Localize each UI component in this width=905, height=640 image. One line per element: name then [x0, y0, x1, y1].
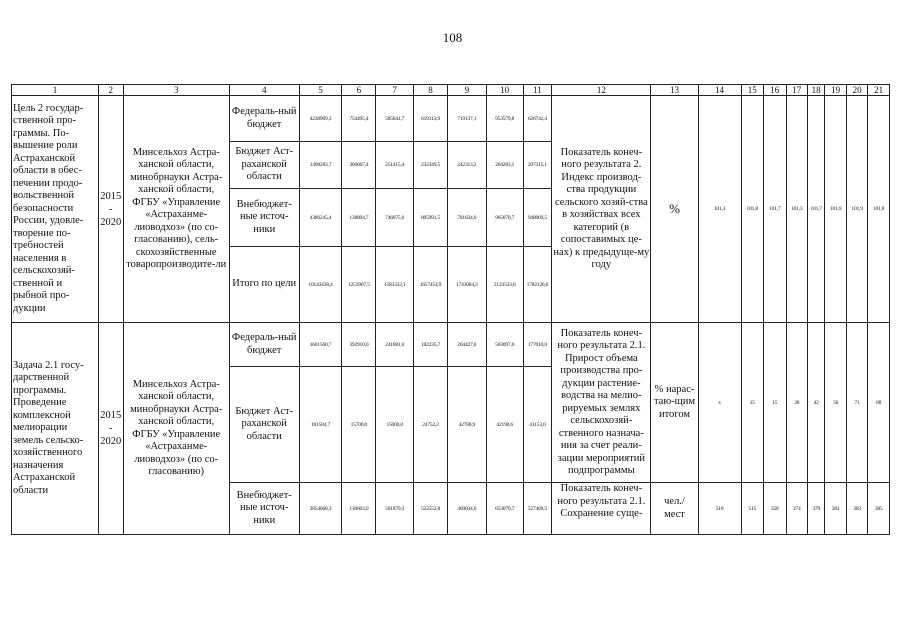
goal-period: 2015 - 2020: [98, 96, 123, 323]
target-cell: х: [698, 323, 741, 483]
value-cell: 1657454,9: [414, 247, 448, 323]
value-cell: 619113,9: [414, 96, 448, 142]
col-header: 7: [376, 85, 414, 96]
col-header: 10: [486, 85, 523, 96]
target-cell: 101,7: [764, 96, 787, 323]
page-number: 108: [442, 30, 463, 45]
col-header: 2: [98, 85, 123, 96]
value-cell: 4386245,4: [299, 189, 342, 247]
col-header: 19: [825, 85, 846, 96]
value-cell: 1782126,0: [523, 247, 552, 323]
source-name: Федераль-ный бюджет: [229, 96, 299, 142]
value-cell: 469034,0: [447, 483, 486, 535]
task-executor: Минсельхоз Астра-ханской области, минобрнауки Астра-ханской области, ФГБУ «Управление «Астраханме-лиоводхоз» (по со-гласованию): [123, 323, 229, 535]
col-header: 17: [786, 85, 807, 96]
target-cell: 379: [807, 483, 824, 535]
value-cell: 42190,6: [486, 367, 523, 483]
col-header: 1: [12, 85, 99, 96]
target-cell: 101,9: [846, 96, 867, 323]
task-unit-2: чел./ мест: [651, 483, 698, 535]
value-cell: 522552,8: [414, 483, 448, 535]
value-cell: 181584,7: [299, 367, 342, 483]
col-header: 21: [868, 85, 890, 96]
goal-unit: %: [651, 96, 698, 323]
goal-name: Цель 2 государ-ственной про-граммы. По-вышение роли Астраханской области в обес-печении продо-вольственной безопасности России, удовле-творение по-требностей населения в сельскохозяй-ственной и рыбной про-дукции: [12, 96, 99, 323]
value-cell: 42788,9: [447, 367, 486, 483]
source-name: Внебюджет-ные источ-ники: [229, 483, 299, 535]
target-cell: 56: [825, 323, 846, 483]
target-cell: 101,3: [698, 96, 741, 323]
col-header: 15: [741, 85, 764, 96]
header-row: [12, 85, 890, 96]
target-cell: 383: [846, 483, 867, 535]
col-header: 8: [414, 85, 448, 96]
value-cell: 953579,8: [486, 96, 523, 142]
table-row: [12, 96, 890, 142]
value-cell: 4238909,3: [299, 96, 342, 142]
col-header: 16: [764, 85, 787, 96]
value-cell: 1601560,7: [299, 323, 342, 367]
table-row: [12, 323, 890, 367]
task-unit-1: % нарас-таю-щим итогом: [651, 323, 698, 483]
value-cell: 177010,0: [523, 323, 552, 367]
value-cell: 182235,7: [414, 323, 448, 367]
target-cell: 510: [698, 483, 741, 535]
value-cell: 2123533,6: [486, 247, 523, 323]
target-cell: 101,7: [807, 96, 824, 323]
target-cell: 71: [846, 323, 867, 483]
col-header: 6: [342, 85, 376, 96]
col-header: 20: [846, 85, 867, 96]
value-cell: 626741,4: [523, 96, 552, 142]
col-header: 11: [523, 85, 552, 96]
value-cell: 585841,7: [376, 96, 414, 142]
source-name: Бюджет Аст-раханской области: [229, 142, 299, 189]
target-cell: 101,3: [786, 96, 807, 323]
value-cell: 207315,1: [523, 142, 552, 189]
value-cell: 653070,7: [486, 483, 523, 535]
value-cell: 24752,2: [414, 367, 448, 483]
task-name: Задача 2.1 госу-дарственной программы. Проведение комплексной мелиорации земель сельско-хозяйственного назначения Астраханской области: [12, 323, 99, 535]
target-cell: 385: [868, 483, 890, 535]
target-cell: 101,8: [741, 96, 764, 323]
value-cell: 15000,0: [376, 367, 414, 483]
source-name: Бюджет Аст-раханской области: [229, 367, 299, 483]
target-cell: 28: [786, 323, 807, 483]
value-cell: 241881,0: [376, 323, 414, 367]
value-cell: 41153,0: [523, 367, 552, 483]
value-cell: 1583332,1: [376, 247, 414, 323]
source-name: Внебюджет-ные источ-ники: [229, 189, 299, 247]
value-cell: 242313,2: [447, 142, 486, 189]
value-cell: 15700,0: [342, 367, 376, 483]
value-cell: 251415,4: [376, 142, 414, 189]
value-cell: 392910,0: [342, 323, 376, 367]
value-cell: 1253967,5: [342, 247, 376, 323]
value-cell: 2854668,3: [299, 483, 342, 535]
value-cell: 360667,4: [342, 142, 376, 189]
target-cell: 101,9: [825, 96, 846, 323]
value-cell: 1743084,3: [447, 247, 486, 323]
col-header: 4: [229, 85, 299, 96]
value-cell: 138804,7: [342, 189, 376, 247]
value-cell: 754495,4: [342, 96, 376, 142]
program-table: [11, 84, 890, 535]
value-cell: 503097,0: [486, 323, 523, 367]
col-header: 9: [447, 85, 486, 96]
value-cell: 232349,5: [414, 142, 448, 189]
value-cell: 948069,5: [523, 189, 552, 247]
value-cell: 1498283,7: [299, 142, 342, 189]
value-cell: 781634,0: [447, 189, 486, 247]
source-name: Итого по цели: [229, 247, 299, 323]
goal-executor: Минсельхоз Астра-ханской области, минобрнауки Астра-ханской области, ФГБУ «Управление «Астраханме-лиоводхоз» (по со-гласованию), сель-скохозяйственные товаропроизводите-ли: [123, 96, 229, 323]
value-cell: 130603,0: [342, 483, 376, 535]
task-indicator-2: Показатель конеч-ного результата 2.1. Сохранение суще-: [552, 483, 651, 535]
goal-indicator: Показатель конеч-ного результата 2. Индекс производ-ства продукции сельского хозяй-ства в хозяйствах всех категорий (в сопоставимых це-нах) к предыдуще-му году: [552, 96, 651, 323]
col-header: 14: [698, 85, 741, 96]
target-cell: 15: [764, 323, 787, 483]
value-cell: 746075,0: [376, 189, 414, 247]
target-cell: 15: [741, 323, 764, 483]
task-period: 2015 - 2020: [98, 323, 123, 535]
value-cell: 965670,7: [486, 189, 523, 247]
task-indicator-1: Показатель конеч-ного результата 2.1. Прирост объема производства про-дукции растение-водства на мелио-рируемых землях сельскохозяй-ственного назнача-ния за счет реали-зации мероприятий подпрограммы: [552, 323, 651, 483]
value-cell: 204283,1: [486, 142, 523, 189]
value-cell: 561879,3: [376, 483, 414, 535]
value-cell: 527469,5: [523, 483, 552, 535]
value-cell: 805991,5: [414, 189, 448, 247]
col-header: 5: [299, 85, 342, 96]
col-header: 18: [807, 85, 824, 96]
target-cell: 374: [786, 483, 807, 535]
col-header: 13: [651, 85, 698, 96]
target-cell: 42: [807, 323, 824, 483]
source-name: Федераль-ный бюджет: [229, 323, 299, 367]
col-header: 12: [552, 85, 651, 96]
target-cell: 515: [741, 483, 764, 535]
value-cell: 10143438,4: [299, 247, 342, 323]
target-cell: 88: [868, 323, 890, 483]
target-cell: 358: [764, 483, 787, 535]
target-cell: 101,8: [868, 96, 890, 323]
col-header: 3: [123, 85, 229, 96]
value-cell: 719137,1: [447, 96, 486, 142]
target-cell: 381: [825, 483, 846, 535]
value-cell: 204427,0: [447, 323, 486, 367]
